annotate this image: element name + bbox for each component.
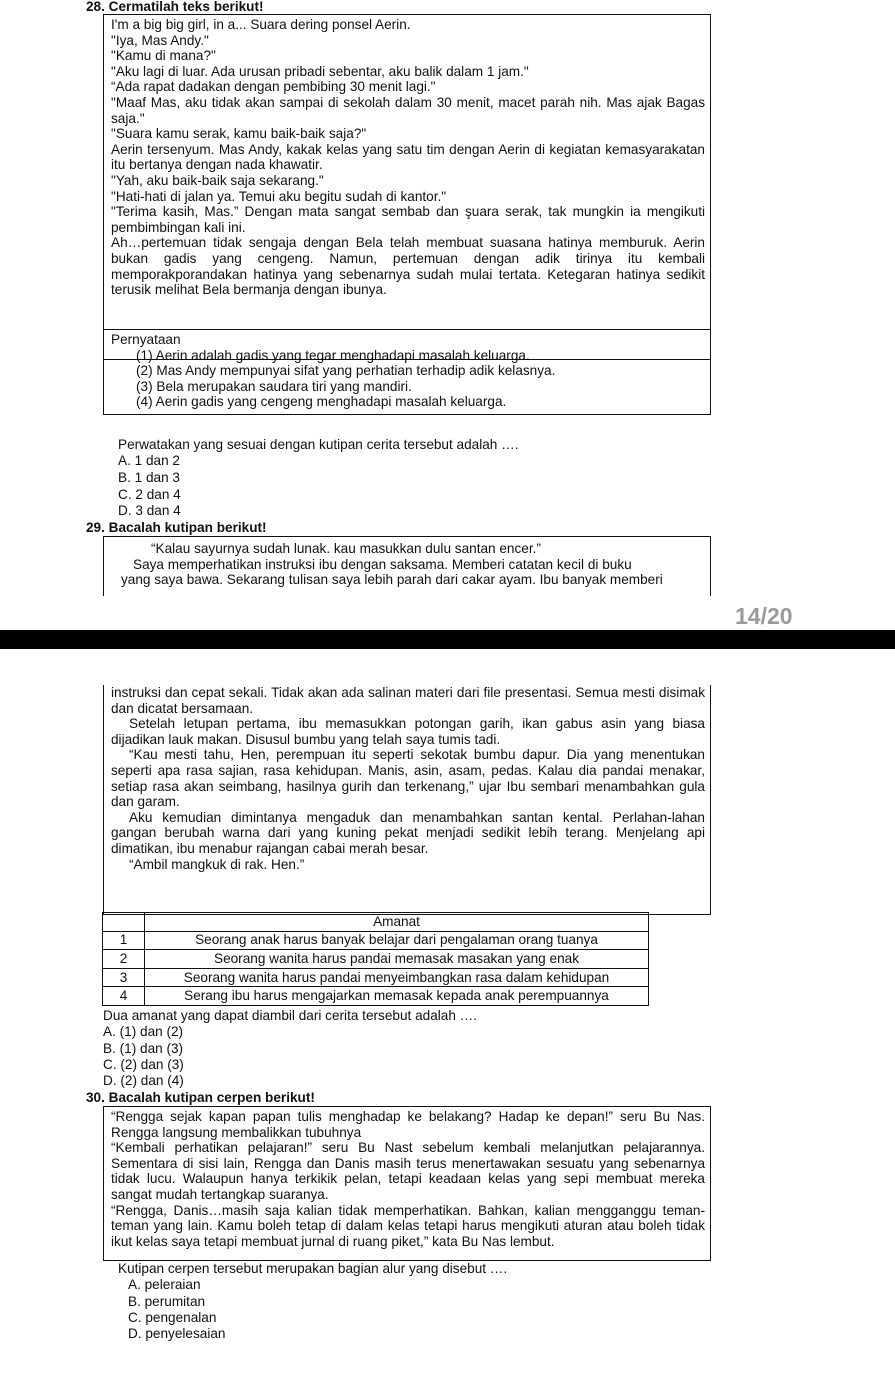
passage-line: yang saya bawa. Sekarang tulisan saya lebih parah dari cakar ayam. Ibu banyak memberi <box>121 572 663 588</box>
table-header-amanat: Amanat <box>145 913 649 932</box>
passage-line: "Terima kasih, Mas.” Dengan mata sangat sembab dan şuara serak, tak mungkin ia mengikuti pembimbingan kali ini. <box>111 204 705 235</box>
passage-paragraph: “Ambil mangkuk di rak. Hen.” <box>129 856 305 872</box>
passage-line: Saya memperhatikan instruksi ibu dengan saksama. Memberi catatan kecil di buku <box>133 556 632 572</box>
page-number: 14/20 <box>735 603 793 629</box>
page-15 <box>0 649 895 1379</box>
question-29-passage-box-top <box>103 536 711 596</box>
row-amanat: Seorang wanita harus pandai menyeimbangkan rasa dalam kehidupan <box>145 968 649 987</box>
statement-item: (3) Bela merupakan saudara tiri yang mandiri. <box>136 378 412 394</box>
answer-option-a[interactable]: A. (1) dan (2) <box>103 1024 184 1039</box>
question-30-passage-box <box>103 1106 711 1261</box>
answer-option-b[interactable]: B. perumitan <box>128 1294 206 1309</box>
passage-paragraph: “Rengga, Danis…masih saja kalian tidak memperhatikan. Bahkan, kalian mengganggu teman-teman yang lain. Kamu boleh tetap di dalam kelas tetapi harus mengikuti aturan atau boleh tidak ikut kelas saya tetapi membuat jurnal di ruang piket,” kata Bu Nas lembut. <box>111 1202 705 1249</box>
passage-paragraph: Setelah letupan pertama, ibu memasukkan potongan garih, ikan gabus asin yang biasa dijadikan lauk makan. Disusul bumbu yang telah saya tumis tadi. <box>111 716 705 747</box>
row-number: 1 <box>103 931 145 950</box>
passage-line: “Ada rapat dadakan dengan pembibing 30 menit lagi." <box>111 79 436 95</box>
question-30-title: 30. Bacalah kutipan cerpen berikut! <box>86 1090 315 1105</box>
answer-option-d[interactable]: D. 3 dan 4 <box>118 503 181 518</box>
answer-option-b[interactable]: B. (1) dan (3) <box>103 1041 184 1056</box>
passage-line: "Maaf Mas, aku tidak akan sampai di sekolah dalam 30 menit, macet parah nih. Mas ajak Bagas saja." <box>111 94 705 126</box>
statements-box <box>103 329 711 415</box>
amanat-table <box>102 912 649 1006</box>
answer-option-c[interactable]: C. pengenalan <box>128 1310 217 1325</box>
question-29-title: 29. Bacalah kutipan berikut! <box>86 520 267 535</box>
passage-line: "Iya, Mas Andy." <box>111 32 209 48</box>
passage-line: “Kalau sayurnya sudah lunak. kau masukkan dulu santan encer.” <box>151 541 541 556</box>
answer-option-b[interactable]: B. 1 dan 3 <box>118 470 180 485</box>
table-header-number <box>103 913 145 932</box>
table-header-row <box>103 913 649 932</box>
table-row <box>103 931 649 950</box>
row-number: 3 <box>103 968 145 987</box>
passage-paragraph: “Rengga sejak kapan papan tulis menghadap ke belakang? Hadap ke depan!” seru Bu Nas. Rengga langsung membalikkan tubuhnya <box>111 1109 705 1140</box>
statement-item: (1) Aerin adalah gadis yang tegar menghadapi masalah keluarga. <box>136 347 530 363</box>
passage-line: I'm a big big girl, in a... Suara dering ponsel Aerin. <box>111 17 411 32</box>
passage-paragraph: “Kembali perhatikan pelajaran!” seru Bu Nast sebelum kembali melanjutkan pelajarannya. Sementara di sisi lain, Rengga dan Danis masih terus menertawakan sesuatu yang sebenarnya tidak lucu. Walaupun hanya terkikik pelan, tetapi keadaan kelas yang sepi membuat mereka sangat mudah tertangkap suaranya. <box>111 1140 705 1202</box>
passage-line: Ah…pertemuan tidak sengaja dengan Bela telah membuat suasana hatinya memburuk. Aerin bukan gadis yang cengeng. Namun, pertemuan dengan adik tirinya itu kembali memporakporandakan hatinya yang sebenarnya sudah mulai tertata. Ketegaran hatinya sedikit terusik melihat Bela bermanja dengan ibunya. <box>111 235 705 298</box>
passage-line: "Aku lagi di luar. Ada urusan pribadi sebentar, aku balik dalam 1 jam." <box>111 63 529 79</box>
passage-line: "Yah, aku baik-baik saja sekarang." <box>111 172 324 188</box>
page-14 <box>0 0 895 630</box>
row-amanat: Seorang wanita harus pandai memasak masakan yang enak <box>145 950 649 969</box>
question-28-passage-box <box>103 14 711 360</box>
row-number: 4 <box>103 987 145 1006</box>
statement-item: (2) Mas Andy mempunyai sifat yang perhatian terhadip adik kelasnya. <box>136 363 556 379</box>
answer-option-a[interactable]: A. peleraian <box>128 1277 201 1292</box>
question-28-prompt: Perwatakan yang sesuai dengan kutipan cerita tersebut adalah …. <box>118 437 519 452</box>
passage-line: Aerin tersenyum. Mas Andy, kakak kelas yang satu tim dengan Aerin di kegiatan kemasyarakatan itu bertanya dengan nada khawatir. <box>111 141 705 173</box>
answer-option-d[interactable]: D. (2) dan (4) <box>103 1073 184 1088</box>
question-29-passage-box-cont <box>103 685 711 915</box>
passage-paragraph: “Kau mesti tahu, Hen, perempuan itu seperti sekotak bumbu dapur. Dia yang menentukan seperti apa rasa sajian, rasa kehidupan. Manis, asin, asam, pedas. Kalau dia pandai menakar, setiap rasa akan seimbang, hasilnya gurih dan terkenang,” ujar Ibu sembari menambahkan gula dan garam. <box>111 747 705 810</box>
question-29-prompt: Dua amanat yang dapat diambil dari cerita tersebut adalah …. <box>103 1008 478 1023</box>
answer-option-a[interactable]: A. 1 dan 2 <box>118 453 180 468</box>
question-28-title: 28. Cermatilah teks berikut! <box>86 0 264 14</box>
question-30-prompt: Kutipan cerpen tersebut merupakan bagian alur yang disebut …. <box>118 1261 508 1276</box>
passage-line: "Hati-hati di jalan ya. Temui aku begitu sudah di kantor." <box>111 188 447 204</box>
statements-label: Pernyataan <box>111 332 181 347</box>
answer-option-c[interactable]: C. (2) dan (3) <box>103 1057 184 1072</box>
answer-option-c[interactable]: C. 2 dan 4 <box>118 487 181 502</box>
passage-line: "Suara kamu serak, kamu baik-baik saja?" <box>111 126 367 142</box>
table-row <box>103 968 649 987</box>
row-amanat: Serang ibu harus mengajarkan memasak kepada anak perempuannya <box>145 987 649 1006</box>
statement-item: (4) Aerin gadis yang cengeng menghadapi masalah keluarga. <box>136 394 507 410</box>
row-amanat: Seorang anak harus banyak belajar dari pengalaman orang tuanya <box>145 931 649 950</box>
table-row <box>103 987 649 1006</box>
passage-paragraph: instruksi dan cepat sekali. Tidak akan ada salinan materi dari file presentasi. Semua mesti disimak dan dicatat bersamaan. <box>111 685 705 716</box>
passage-paragraph: Aku kemudian dimintanya mengaduk dan menambahkan santan kental. Perlahan-lahan gangan berubah warna dari yang kuning pekat menjadi sedikit lebih terang. Menjelang api dimatikan, ibu menabur rajangan cabai merah besar. <box>111 809 705 856</box>
answer-option-d[interactable]: D. penyelesaian <box>128 1326 226 1341</box>
passage-line: "Kamu di mana?" <box>111 48 216 64</box>
row-number: 2 <box>103 950 145 969</box>
table-row <box>103 950 649 969</box>
